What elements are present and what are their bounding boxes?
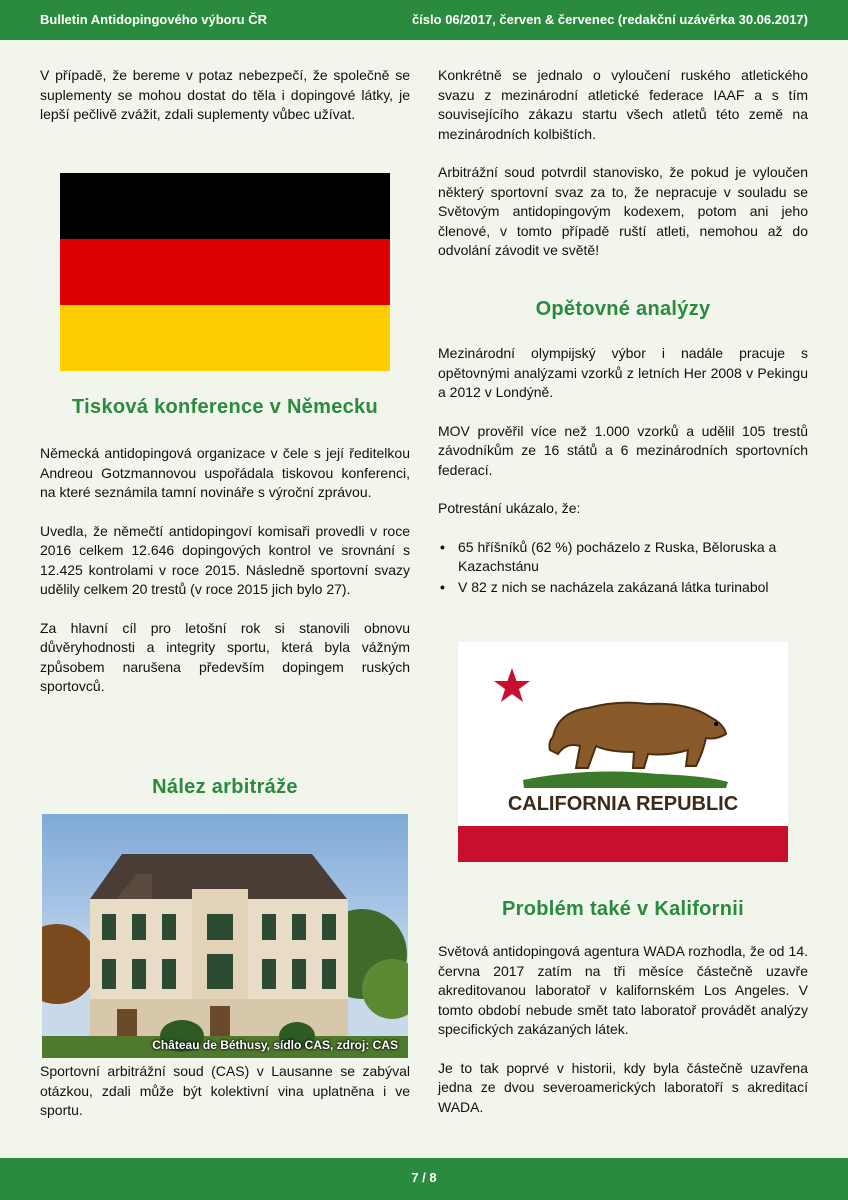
section-arbitration xyxy=(40,778,410,798)
section-reanalysis-body xyxy=(438,344,808,598)
section-california xyxy=(438,900,808,920)
intro-paragraph: V případě, že bereme v potaz nebezpečí, že společně se suplementy se mohou dostat do těla i dopingové látky, je lepší pečlivě zvážit, zdali suplementy vůbec užívat. xyxy=(40,67,410,122)
section-arbitration-body xyxy=(40,1062,410,1140)
flag-red-stripe xyxy=(458,826,788,862)
bullet-item: • V 82 z nich se nacházela zakázaná látka turinabol xyxy=(438,578,808,598)
right-column xyxy=(438,66,808,280)
reanalysis-paragraph-2: MOV prověřil více než 1.000 vzorků a udělil 105 trestů závodníkům ze 16 států a 6 mezinárodních sportovních federací. xyxy=(438,422,808,478)
bullet-item: • 65 hříšníků (62 %) pocházelo z Ruska, Běloruska a Kazachstánu xyxy=(438,538,808,577)
flag-stripe-black xyxy=(60,173,390,239)
left-column xyxy=(40,66,410,144)
section-germany-body xyxy=(40,444,410,716)
germany-paragraph-3: Za hlavní cíl pro letošní rok si stanovili obnovu důvěryhodnosti a integrity sportu, která byla vážným způsobem narušena především dopingem ruských sportovců. xyxy=(40,619,410,694)
germany-paragraph-2: Uvedla, že němečtí antidopingoví komisaři provedli v roce 2016 celkem 12.646 dopingových kontrol ve srovnání s 12.425 kontrolami v roce 2015. Následně sportovní svazy udělily celkem 20 trestů (v roce 2015 jich bylo 27). xyxy=(40,522,410,597)
section-title-germany: Tisková konference v Německu xyxy=(72,396,378,418)
russia-paragraph-2: Arbitrážní soud potvrdil stanovisko, že pokud je vyloučen některý sportovní svaz za to, že nepracuje v souladu se Světovým antidopingovým kodexem, potom ani jeho členové, v tomto případě ruští atleti, nemohou až do odvolání závodit ve světě! xyxy=(438,164,808,258)
page-number: 7 / 8 xyxy=(411,1170,437,1185)
reanalysis-bullet-list xyxy=(438,538,808,598)
flag-stripe-gold xyxy=(60,305,390,371)
section-reanalysis xyxy=(438,300,808,320)
arbitration-paragraph-1: Sportovní arbitrážní soud (CAS) v Lausanne se zabýval otázkou, zdali může být kolektivní vina uplatněna i ve sportu. xyxy=(40,1063,410,1118)
germany-paragraph-1: Německá antidopingová organizace v čele s její ředitelkou Andreou Gotzmannovou uspořádala tiskovou konferenci, na které seznámila tamní novináře s výroční zprávou. xyxy=(40,445,410,500)
section-germany xyxy=(40,398,410,418)
flag-stripe-red xyxy=(60,239,390,305)
california-flag-illustration xyxy=(458,642,788,862)
issue-info: číslo 06/2017, červen & červenec (redakční uzávěrka 30.06.2017) xyxy=(411,12,808,27)
flag-banner-text: CALIFORNIA REPUBLIC xyxy=(507,793,739,815)
russia-paragraph-1: Konkrétně se jednalo o vyloučení ruského atletického svazu z mezinárodní atletické federace IAAF a s tím souvisejícího zákazu startu všech atletů této země na mezinárodních kolbištích. xyxy=(438,67,808,142)
california-flag-image xyxy=(458,642,788,862)
section-title-arbitration: Nález arbitráže xyxy=(152,776,298,798)
california-paragraph-1: Světová antidopingová agentura WADA rozhodla, že od 14. června 2017 zatím na tři měsíce částečně uzavře akreditovanou laboratoř v kalifornském Los Angeles. V tomto období nebude smět tato laboratoř provádět analýzy specifických zakázaných látek. xyxy=(438,943,808,1037)
page-footer xyxy=(0,1158,848,1200)
germany-flag-image xyxy=(60,173,390,371)
photo-caption: Château de Béthusy, sídlo CAS, zdroj: CAS xyxy=(152,1038,398,1052)
bulletin-title: Bulletin Antidopingového výboru ČR xyxy=(40,12,268,27)
chateau-illustration xyxy=(42,814,408,1058)
section-title-reanalysis: Opětovné analýzy xyxy=(535,298,711,320)
chateau-photo xyxy=(42,814,408,1058)
section-title-california: Problém také v Kalifornii xyxy=(501,898,744,920)
section-california-body xyxy=(438,942,808,1136)
reanalysis-paragraph-3: Potrestání ukázalo, že: xyxy=(438,500,581,516)
reanalysis-paragraph-1: Mezinárodní olympijský výbor i nadále pracuje s opětovnými analýzami vzorků z letních Her 2008 v Pekingu a 2012 v Londýně. xyxy=(438,345,808,400)
california-paragraph-2: Je to tak poprvé v historii, kdy byla částečně uzavřena jedna ze dvou severoamerických laboratoří s akreditací WADA. xyxy=(438,1059,808,1115)
page-header xyxy=(0,0,848,40)
